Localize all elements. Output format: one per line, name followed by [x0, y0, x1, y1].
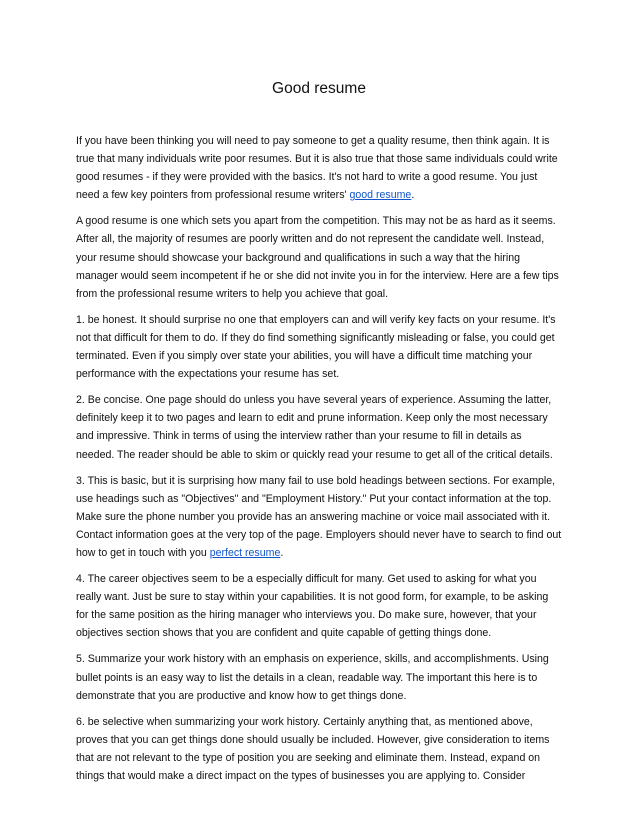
- document-title: Good resume: [272, 80, 366, 97]
- paragraph-definition: A good resume is one which sets you apart from the competition. This may not be as hard as it seems. After all, the majority of resumes are poorly written and do not represent the candidate well. Instead, your resume should showcase your background and qualifications in such a way that the hiring manager would seem incompetent if he or she did not invite you in for the interview. Here are a few tips from the professional resume writers to help you achieve that goal.: [76, 215, 559, 300]
- paragraph-tip-4: 4. The career objectives seem to be a especially difficult for many. Get used to asking for what you really want. Just be sure to stay within your capabilities. It is not good form, for example, to be asking for the same position as the hiring manager who interviews you. Do make sure, however, that your objectives section shows that you are confident and quite capable of getting things done.: [76, 573, 549, 640]
- paragraph-tip-6: 6. be selective when summarizing your work history. Certainly anything that, as mentioned above, proves that you can get things done should usually be included. However, give consideration to items that are not relevant to the type of position you are seeking and eliminate them. Instead, expand on things that would make a direct impact on the types of businesses you are applying to. Consider: [76, 715, 550, 782]
- paragraph-intro: [76, 132, 562, 204]
- paragraph-text-after: .: [411, 189, 415, 202]
- paragraph-tip-3: [76, 472, 562, 562]
- paragraph-tip-5: 5. Summarize your work history with an emphasis on experience, skills, and accomplishments. Using bullet points is an easy way to list the details in a clean, readable way. The important this here is to demonstrate that you are productive and know how to get things done.: [76, 653, 549, 702]
- document-page: [76, 72, 562, 793]
- paragraph-text: If you have been thinking you will need to pay someone to get a quality resume, then think again. It is true that many individuals write poor resumes. But it is also true that those same individuals could write good resumes - if they were provided with the basics. It's not hard to write a good resume. You just need a few key pointers from professional resume writers': [76, 135, 558, 202]
- paragraph-text-after: .: [280, 546, 284, 559]
- good-resume-link[interactable]: good resume: [349, 189, 412, 202]
- perfect-resume-link[interactable]: perfect resume: [209, 546, 281, 559]
- paragraph-tip-1: 1. be honest. It should surprise no one that employers can and will verify key facts on your resume. It's not that difficult for them to do. If they do find something significantly misleading or false, you could get terminated. Even if you simply over state your abilities, you will have a difficult time matching your performance with the expectations your resume has set.: [76, 313, 556, 381]
- paragraph-tip-2: 2. Be concise. One page should do unless you have several years of experience. Assuming the latter, definitely keep it to two pages and learn to edit and prune information. Keep only the most necessary and impressive. Think in terms of using the interview rather than your resume to fill in details as needed. The reader should be able to skim or quickly read your resume to get all of the critical details.: [76, 394, 553, 461]
- paragraph-text: 3. This is basic, but it is surprising how many fail to use bold headings between sections. For example, use headings such as "Objectives" and "Employment History." Put your contact information at the top. Make sure the phone number you provide has an answering machine or voice mail associated with it. Contact information goes at the very top of the page. Employers should never have to search to find out how to get in touch with you: [76, 474, 562, 559]
